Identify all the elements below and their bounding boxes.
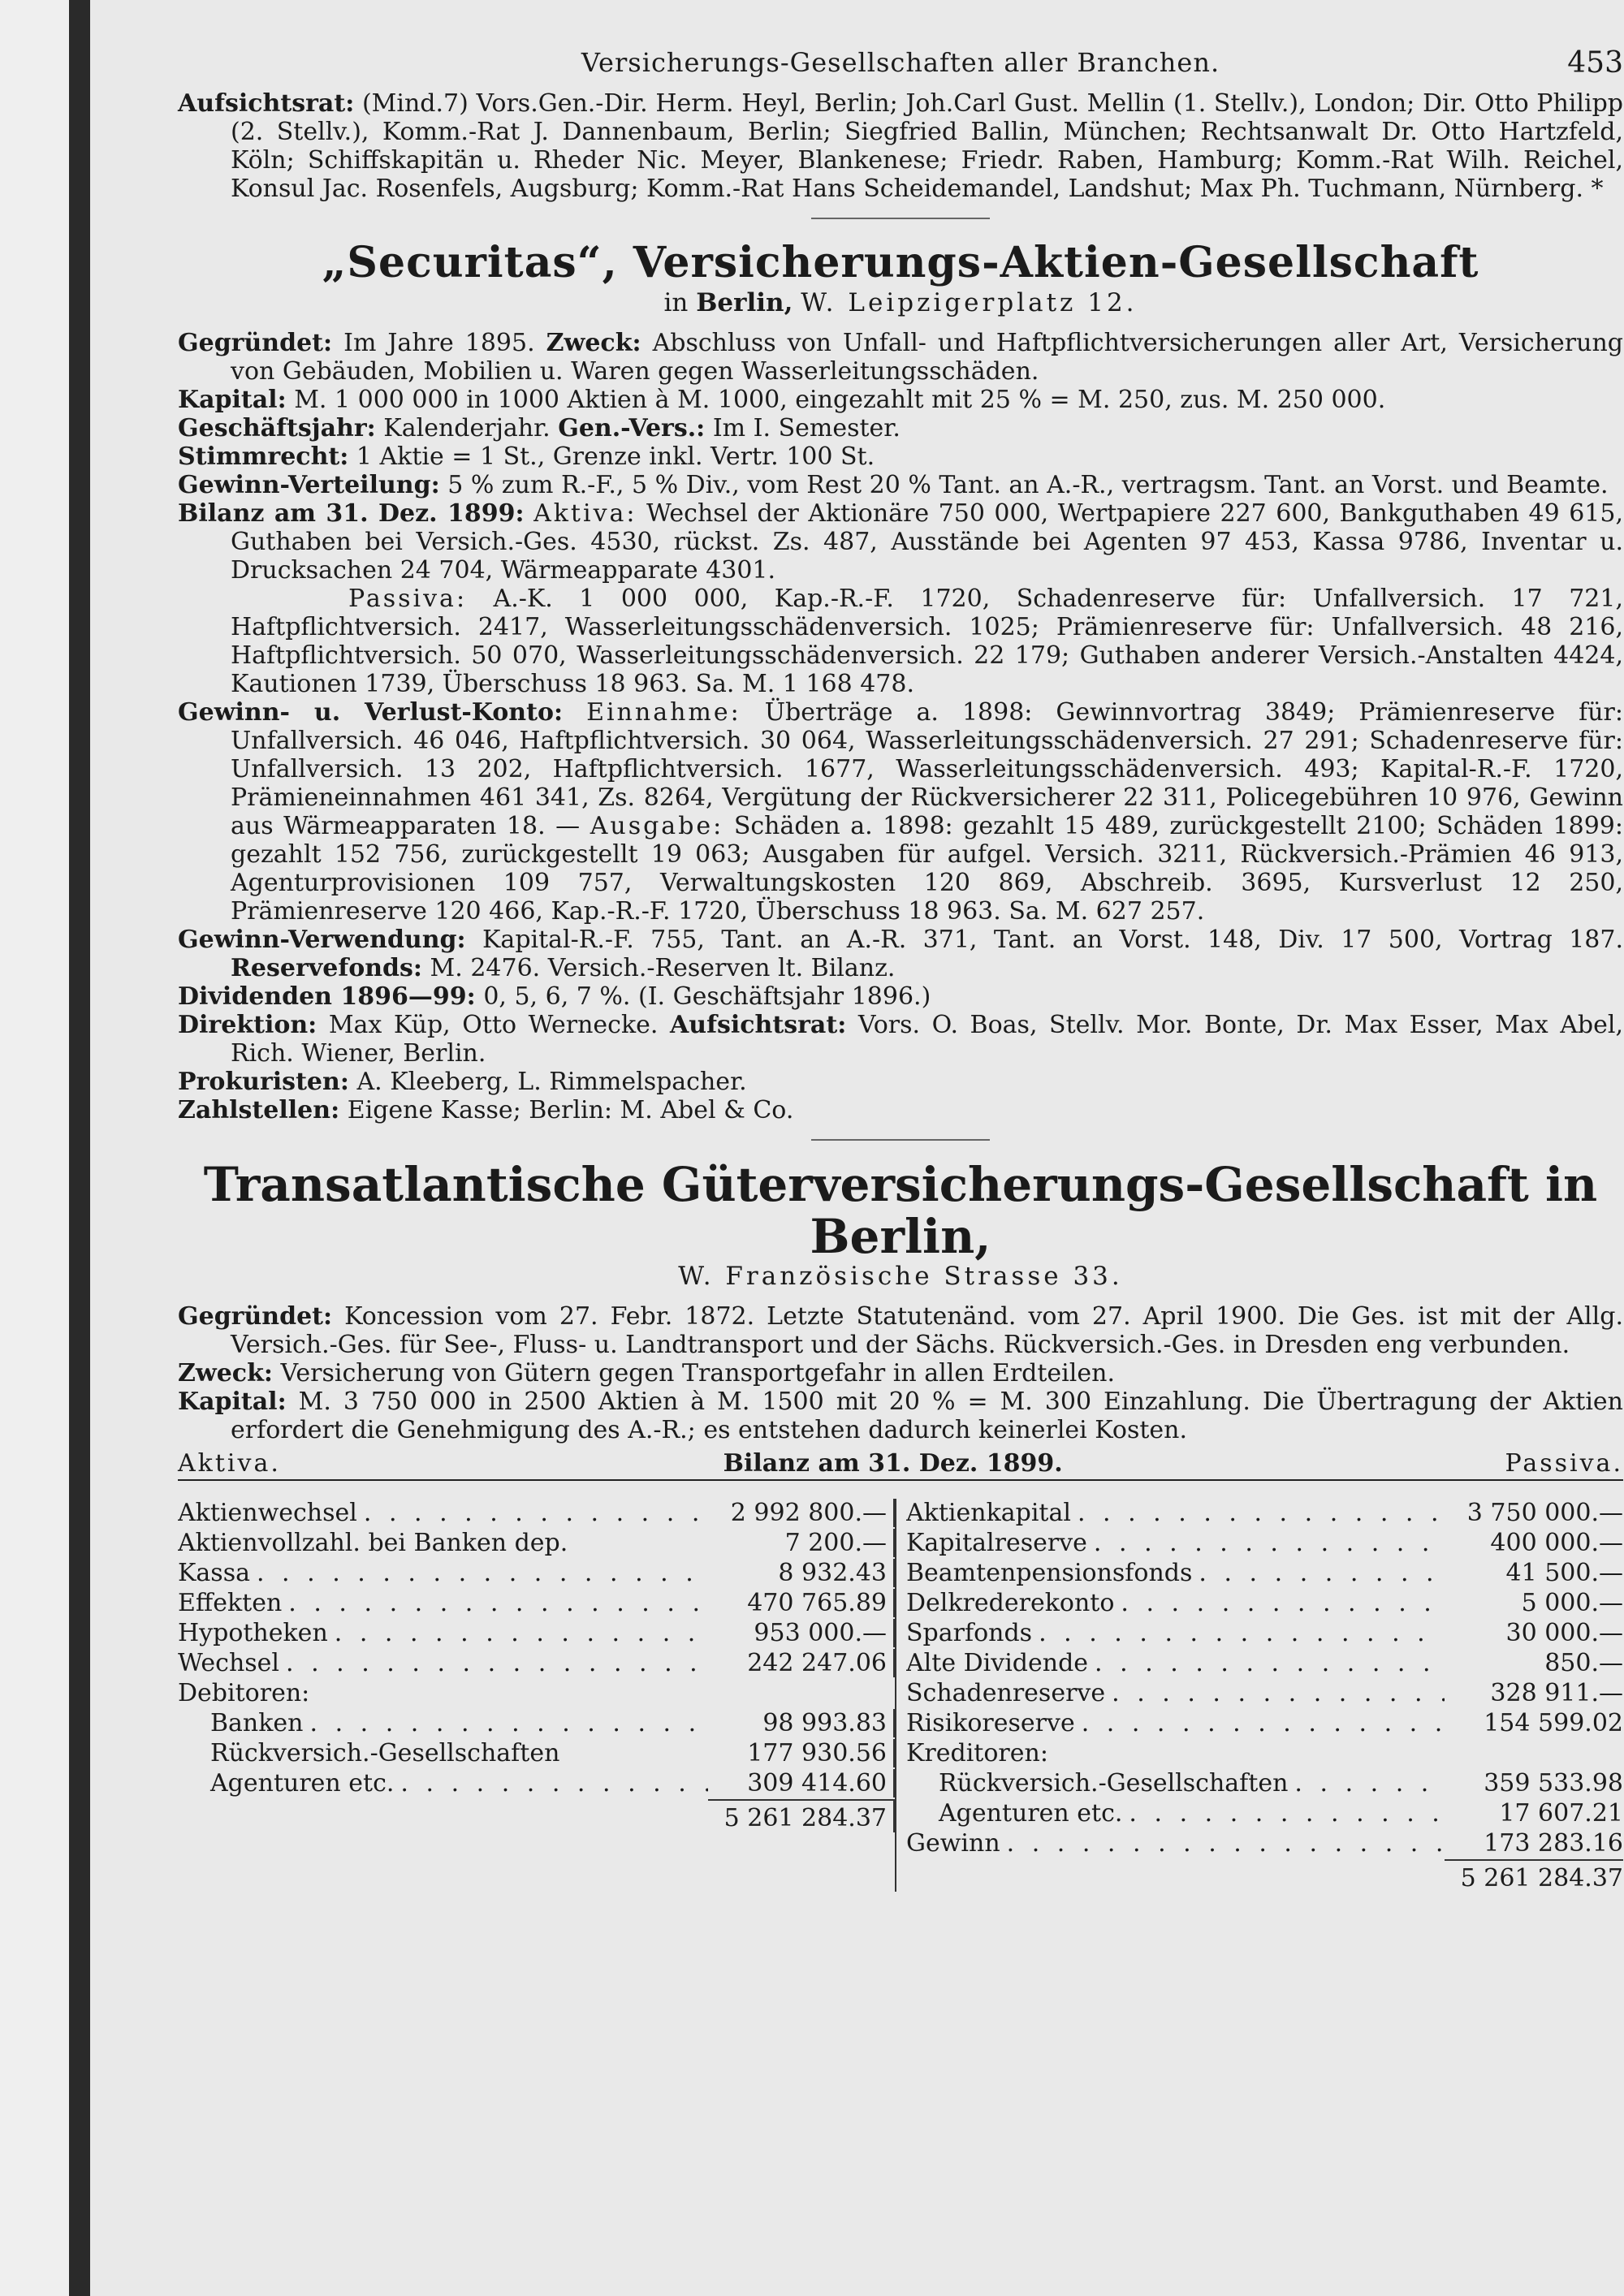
balance-header <box>178 1449 1623 1481</box>
balance-total: 5 261 284.37 <box>1445 1859 1623 1892</box>
balance-item-value: 3 750 000.— <box>1466 1499 1623 1527</box>
entry-subhead: Ausgabe: <box>590 812 724 840</box>
balance-item-label: Banken . . . <box>178 1709 708 1737</box>
entry-label: Gewinn- u. Verlust-Konto: <box>178 698 564 727</box>
entry-label: Bilanz am 31. Dez. 1899: <box>178 499 525 528</box>
entry-text: Überträge a. 1898: Gewinnvortrag 3849; Prämienreserve für: Unfallversich. 46 046, Haftpflichtversich. 30 064, Wasserleitungsschädenversich. 27 291; Schadenreserve für: Unfallversich. 13 202, Haftpflichtversich. 1677, Wasserleitungsschädenversich. 493; Kapital-R.-F. 1720, Prämieneinnahmen 461 341, Zs. 8264, Vergütung der Rückversicherer 22 311, Policegebühren 10 976, Gewinn aus Wärmeapparaten 18. — <box>231 698 1623 840</box>
securitas-bilanz-passiva <box>178 585 1623 698</box>
balance-row <box>178 1679 895 1709</box>
entry-subhead: Aktiva: <box>533 499 637 528</box>
securitas-bilanz-aktiva <box>178 499 1623 585</box>
entry-text: 5 % zum R.-F., 5 % Div., vom Rest 20 % Tant. an A.-R., vertragsm. Tant. an Vorst. und Beamte. <box>447 471 1609 499</box>
entry-label: Zweck: <box>178 1359 273 1388</box>
entry-text: Eigene Kasse; Berlin: M. Abel & Co. <box>347 1096 794 1124</box>
balance-item-label: Aktienwechsel . . . <box>178 1499 708 1527</box>
balance-passiva-label: Passiva. <box>1505 1449 1623 1478</box>
entry-label: Zahlstellen: <box>178 1096 340 1124</box>
securitas-stimmrecht <box>178 442 1623 471</box>
page-content <box>178 46 1624 1892</box>
balance-item-value: 173 283.16 <box>1484 1829 1623 1858</box>
entry-label: Gegründet: <box>178 329 333 357</box>
balance-item-value: 2 992 800.— <box>708 1499 895 1527</box>
entry-label: Aufsichtsrat: <box>178 89 355 118</box>
entry-text: 0, 5, 6, 7 %. (I. Geschäftsjahr 1896.) <box>483 982 931 1011</box>
balance-aktiva-label: Aktiva. <box>178 1449 281 1478</box>
balance-item-value: 7 200.— <box>708 1529 895 1557</box>
entry-text: A. Kleeberg, L. Rimmelspacher. <box>356 1068 747 1096</box>
balance-row <box>178 1649 895 1679</box>
balance-row <box>906 1619 1623 1649</box>
balance-item-label: Agenturen etc. . . . <box>178 1769 708 1798</box>
entry-label: Aufsichtsrat: <box>669 1011 847 1039</box>
balance-row <box>906 1829 1623 1859</box>
balance-row <box>906 1649 1623 1679</box>
balance-item-label: Agenturen etc. . . . <box>906 1799 1445 1828</box>
balance-total: 5 261 284.37 <box>708 1799 895 1832</box>
entry-label: Direktion: <box>178 1011 317 1039</box>
entry-text: Im Jahre 1895. <box>343 329 535 357</box>
entry-text: Vors. O. Boas, Stellv. Mor. Bonte, Dr. Max Esser, Max Abel, Rich. Wiener, Berlin. <box>231 1011 1623 1068</box>
balance-row <box>178 1499 895 1529</box>
previous-entry-aufsichtsrat <box>178 89 1623 203</box>
balance-item-value: 953 000.— <box>708 1619 895 1647</box>
balance-row <box>178 1559 895 1589</box>
balance-passiva-column <box>895 1499 1623 1892</box>
entry-label: Geschäftsjahr: <box>178 414 376 442</box>
entry-label: Gen.-Vers.: <box>558 414 706 442</box>
page-margin-left <box>0 0 69 2296</box>
entry-label: Gegründet: <box>178 1302 333 1331</box>
entry-label: Dividenden 1896—99: <box>178 982 476 1011</box>
balance-title: Bilanz am 31. Dez. 1899. <box>723 1449 1063 1478</box>
balance-item-value: 242 247.06 <box>708 1649 895 1677</box>
balance-item-label: Kassa . . . <box>178 1559 708 1587</box>
section-divider <box>811 218 990 219</box>
securitas-geschaeftsjahr <box>178 414 1623 442</box>
balance-item-value: 154 599.02 <box>1484 1709 1623 1737</box>
balance-row <box>906 1799 1623 1829</box>
balance-item-value: 359 533.98 <box>1484 1769 1623 1798</box>
entry-label: Prokuristen: <box>178 1068 349 1096</box>
balance-item-label: Schadenreserve . . . <box>906 1679 1445 1707</box>
entry-text: M. 1 000 000 in 1000 Aktien à M. 1000, eingezahlt mit 25 % = M. 250, zus. M. 250 000. <box>294 386 1386 414</box>
balance-item-label: Gewinn . . . <box>906 1829 1445 1858</box>
transatlantische-kapital <box>178 1388 1623 1444</box>
balance-row <box>906 1679 1623 1709</box>
balance-item-label: Beamtenpensionsfonds . . . <box>906 1559 1445 1587</box>
running-head <box>178 46 1623 89</box>
balance-item-label: Risikoreserve . . . <box>906 1709 1445 1737</box>
entry-text: Koncession vom 27. Febr. 1872. Letzte Statutenänd. vom 27. April 1900. Die Ges. ist mit der Allg. Versich.-Ges. für See-, Fluss- u. Landtransport und der Sächs. Rückversich.-Ges. in Dresden eng verbunden. <box>231 1302 1623 1359</box>
section-divider <box>811 1139 990 1141</box>
balance-item-value: 30 000.— <box>1505 1619 1623 1647</box>
securitas-gewinn-verteilung <box>178 471 1623 499</box>
balance-row <box>906 1559 1623 1589</box>
securitas-kapital <box>178 386 1623 414</box>
balance-item-label: Wechsel . . . <box>178 1649 708 1677</box>
balance-item-value: 5 000.— <box>1521 1589 1623 1617</box>
securitas-street: W. Leipzigerplatz 12. <box>801 288 1138 317</box>
balance-item-label: Delkrederekonto . . . <box>906 1589 1445 1617</box>
balance-row <box>178 1619 895 1649</box>
securitas-gewinn-verwendung <box>178 926 1623 982</box>
transatlantische-gegruendet <box>178 1302 1623 1359</box>
balance-row <box>178 1739 895 1769</box>
balance-row <box>906 1589 1623 1619</box>
balance-item-value: 98 993.83 <box>708 1709 895 1737</box>
entry-text: Schäden a. 1898: gezahlt 15 489, zurückgestellt 2100; Schäden 1899: gezahlt 152 756, zurückgestellt 19 063; Ausgaben für aufgel. Versich. 3211, Rückversich.-Prämien 46 913, Agenturprovisionen 109 757, Verwaltungskosten 120 869, Abschreib. 3695, Kursverlust 12 250, Prämienreserve 120 466, Kap.-R.-F. 1720, Überschuss 18 963. Sa. M. 627 257. <box>231 812 1624 926</box>
balance-item-value: 177 930.56 <box>708 1739 895 1767</box>
entry-text: M. 2476. Versich.-Reserven lt. Bilanz. <box>430 954 896 982</box>
entry-label: Gewinn-Verteilung: <box>178 471 440 499</box>
running-title: Versicherungs-Gesellschaften aller Branchen. <box>581 47 1220 78</box>
balance-item-label: Sparfonds . . . <box>906 1619 1445 1647</box>
securitas-prokuristen <box>178 1068 1623 1096</box>
balance-item-value: 17 607.21 <box>1499 1799 1623 1828</box>
balance-item-label: Aktienkapital . . . <box>906 1499 1445 1527</box>
entry-label: Kapital: <box>178 386 287 414</box>
balance-row <box>906 1739 1623 1769</box>
balance-total-row <box>906 1859 1623 1892</box>
entry-label: Kapital: <box>178 1388 287 1416</box>
securitas-city: Berlin, <box>696 288 793 317</box>
entry-subhead: Passiva: <box>348 585 468 613</box>
book-binding-edge <box>69 0 90 2296</box>
balance-row <box>178 1709 895 1739</box>
entry-label: Reservefonds: <box>231 954 422 982</box>
balance-item-label: Alte Dividende . . . <box>906 1649 1445 1677</box>
securitas-title: „Securitas“, Versicherungs-Aktien-Gesellschaft <box>322 238 1479 287</box>
balance-item-label: Kapitalreserve . . . <box>906 1529 1445 1557</box>
entry-label: Zweck: <box>546 329 641 357</box>
balance-item-value: 41 500.— <box>1505 1559 1623 1587</box>
balance-item-value: 470 765.89 <box>708 1589 895 1617</box>
balance-item-label: Rückversich.-Gesellschaften <box>210 1739 560 1767</box>
balance-item-label: Hypotheken . . . <box>178 1619 708 1647</box>
transatlantische-address <box>178 1262 1623 1291</box>
entry-text: Im I. Semester. <box>712 414 901 442</box>
securitas-address <box>178 289 1623 317</box>
entry-text: Abschluss von Unfall- und Haftpflichtversicherungen aller Art, Versicherung von Gebäuden, Mobilien u. Waren gegen Wasserleitungsschäden. <box>231 329 1623 386</box>
balance-row <box>178 1769 895 1799</box>
securitas-gewinn-verlust <box>178 698 1623 926</box>
balance-item-label: Kreditoren: <box>906 1739 1048 1767</box>
entry-text: Kapital-R.-F. 755, Tant. an A.-R. 371, Tant. an Vorst. 148, Div. 17 500, Vortrag 187. <box>482 926 1623 954</box>
entry-label: Gewinn-Verwendung: <box>178 926 466 954</box>
securitas-direktion <box>178 1011 1623 1068</box>
entry-text: 1 Aktie = 1 St., Grenze inkl. Vertr. 100 St. <box>356 442 875 471</box>
balance-item-value: 850.— <box>1544 1649 1623 1677</box>
balance-row <box>178 1529 895 1559</box>
entry-text: Kalenderjahr. <box>383 414 551 442</box>
entry-subhead: Einnahme: <box>586 698 741 727</box>
balance-row <box>906 1529 1623 1559</box>
balance-row <box>906 1709 1623 1739</box>
securitas-zahlstellen <box>178 1096 1623 1124</box>
entry-text: Wechsel der Aktionäre 750 000, Wertpapiere 227 600, Bankguthaben 49 615, Guthaben bei Versich.-Ges. 4530, rückst. Zs. 487, Ausstände bei Agenten 97 453, Kassa 9786, Inventar u. Drucksachen 24 704, Wärmeapparate 4301. <box>231 499 1623 585</box>
book-page <box>90 0 1624 2296</box>
balance-sheet <box>178 1499 1623 1892</box>
balance-item-label: Debitoren: <box>178 1679 310 1707</box>
securitas-gegruendet <box>178 329 1623 386</box>
securitas-dividenden <box>178 982 1623 1011</box>
entry-text: (Mind.7) Vors.Gen.-Dir. Herm. Heyl, Berlin; Joh.Carl Gust. Mellin (1. Stellv.), London; Dir. Otto Philipp (2. Stellv.), Komm.-Rat J. Dannenbaum, Berlin; Siegfried Ballin, München; Rechtsanwalt Dr. Otto Hartzfeld, Köln; Schiffskapitän u. Rheder Nic. Meyer, Blankenese; Friedr. Raben, Hamburg; Komm.-Rat Wilh. Reichel, Konsul Jac. Rosenfels, Augsburg; Komm.-Rat Hans Scheidemandel, Landshut; Max Ph. Tuchmann, Nürnberg. * <box>231 89 1623 203</box>
balance-item-value: 309 414.60 <box>708 1769 895 1798</box>
balance-item-label: Effekten . . . <box>178 1589 708 1617</box>
balance-item-label: Rückversich.-Gesellschaften . . . <box>906 1769 1445 1798</box>
balance-total-row <box>178 1799 895 1832</box>
balance-item-label: Aktienvollzahl. bei Banken dep. <box>178 1529 568 1557</box>
balance-row <box>178 1589 895 1619</box>
entry-text: A.-K. 1 000 000, Kap.-R.-F. 1720, Schadenreserve für: Unfallversich. 17 721, Haftpflichtversich. 2417, Wasserleitungsschädenversich. 1025; Prämienreserve für: Unfallversich. 48 216, Haftpflichtversich. 50 070, Wasserleitungsschädenversich. 22 179; Guthaben anderer Versich.-Anstalten 4424, Kautionen 1739, Überschuss 18 963. Sa. M. 1 168 478. <box>231 585 1623 698</box>
balance-row <box>906 1499 1623 1529</box>
entry-text: Versicherung von Gütern gegen Transportgefahr in allen Erdteilen. <box>280 1359 1115 1388</box>
securitas-in: in <box>663 288 689 317</box>
transatlantische-title: Transatlantische Güterversicherungs-Gesellschaft in Berlin, <box>203 1157 1598 1264</box>
entry-text: M. 3 750 000 in 2500 Aktien à M. 1500 mit 20 % = M. 300 Einzahlung. Die Übertragung der Aktien erfordert die Genehmigung des A.-R.; es entstehen dadurch keinerlei Kosten. <box>231 1388 1623 1444</box>
balance-item-value: 400 000.— <box>1490 1529 1623 1557</box>
balance-item-value: 328 911.— <box>1490 1679 1623 1707</box>
entry-label: Stimmrecht: <box>178 442 349 471</box>
transatlantische-street: W. Französische Strasse 33. <box>678 1262 1123 1291</box>
balance-aktiva-column <box>178 1499 895 1892</box>
balance-item-value: 8 932.43 <box>708 1559 895 1587</box>
entry-text: Max Küp, Otto Wernecke. <box>328 1011 659 1039</box>
page-number: 453 <box>1567 46 1623 80</box>
balance-row <box>906 1769 1623 1799</box>
transatlantische-zweck <box>178 1359 1623 1388</box>
